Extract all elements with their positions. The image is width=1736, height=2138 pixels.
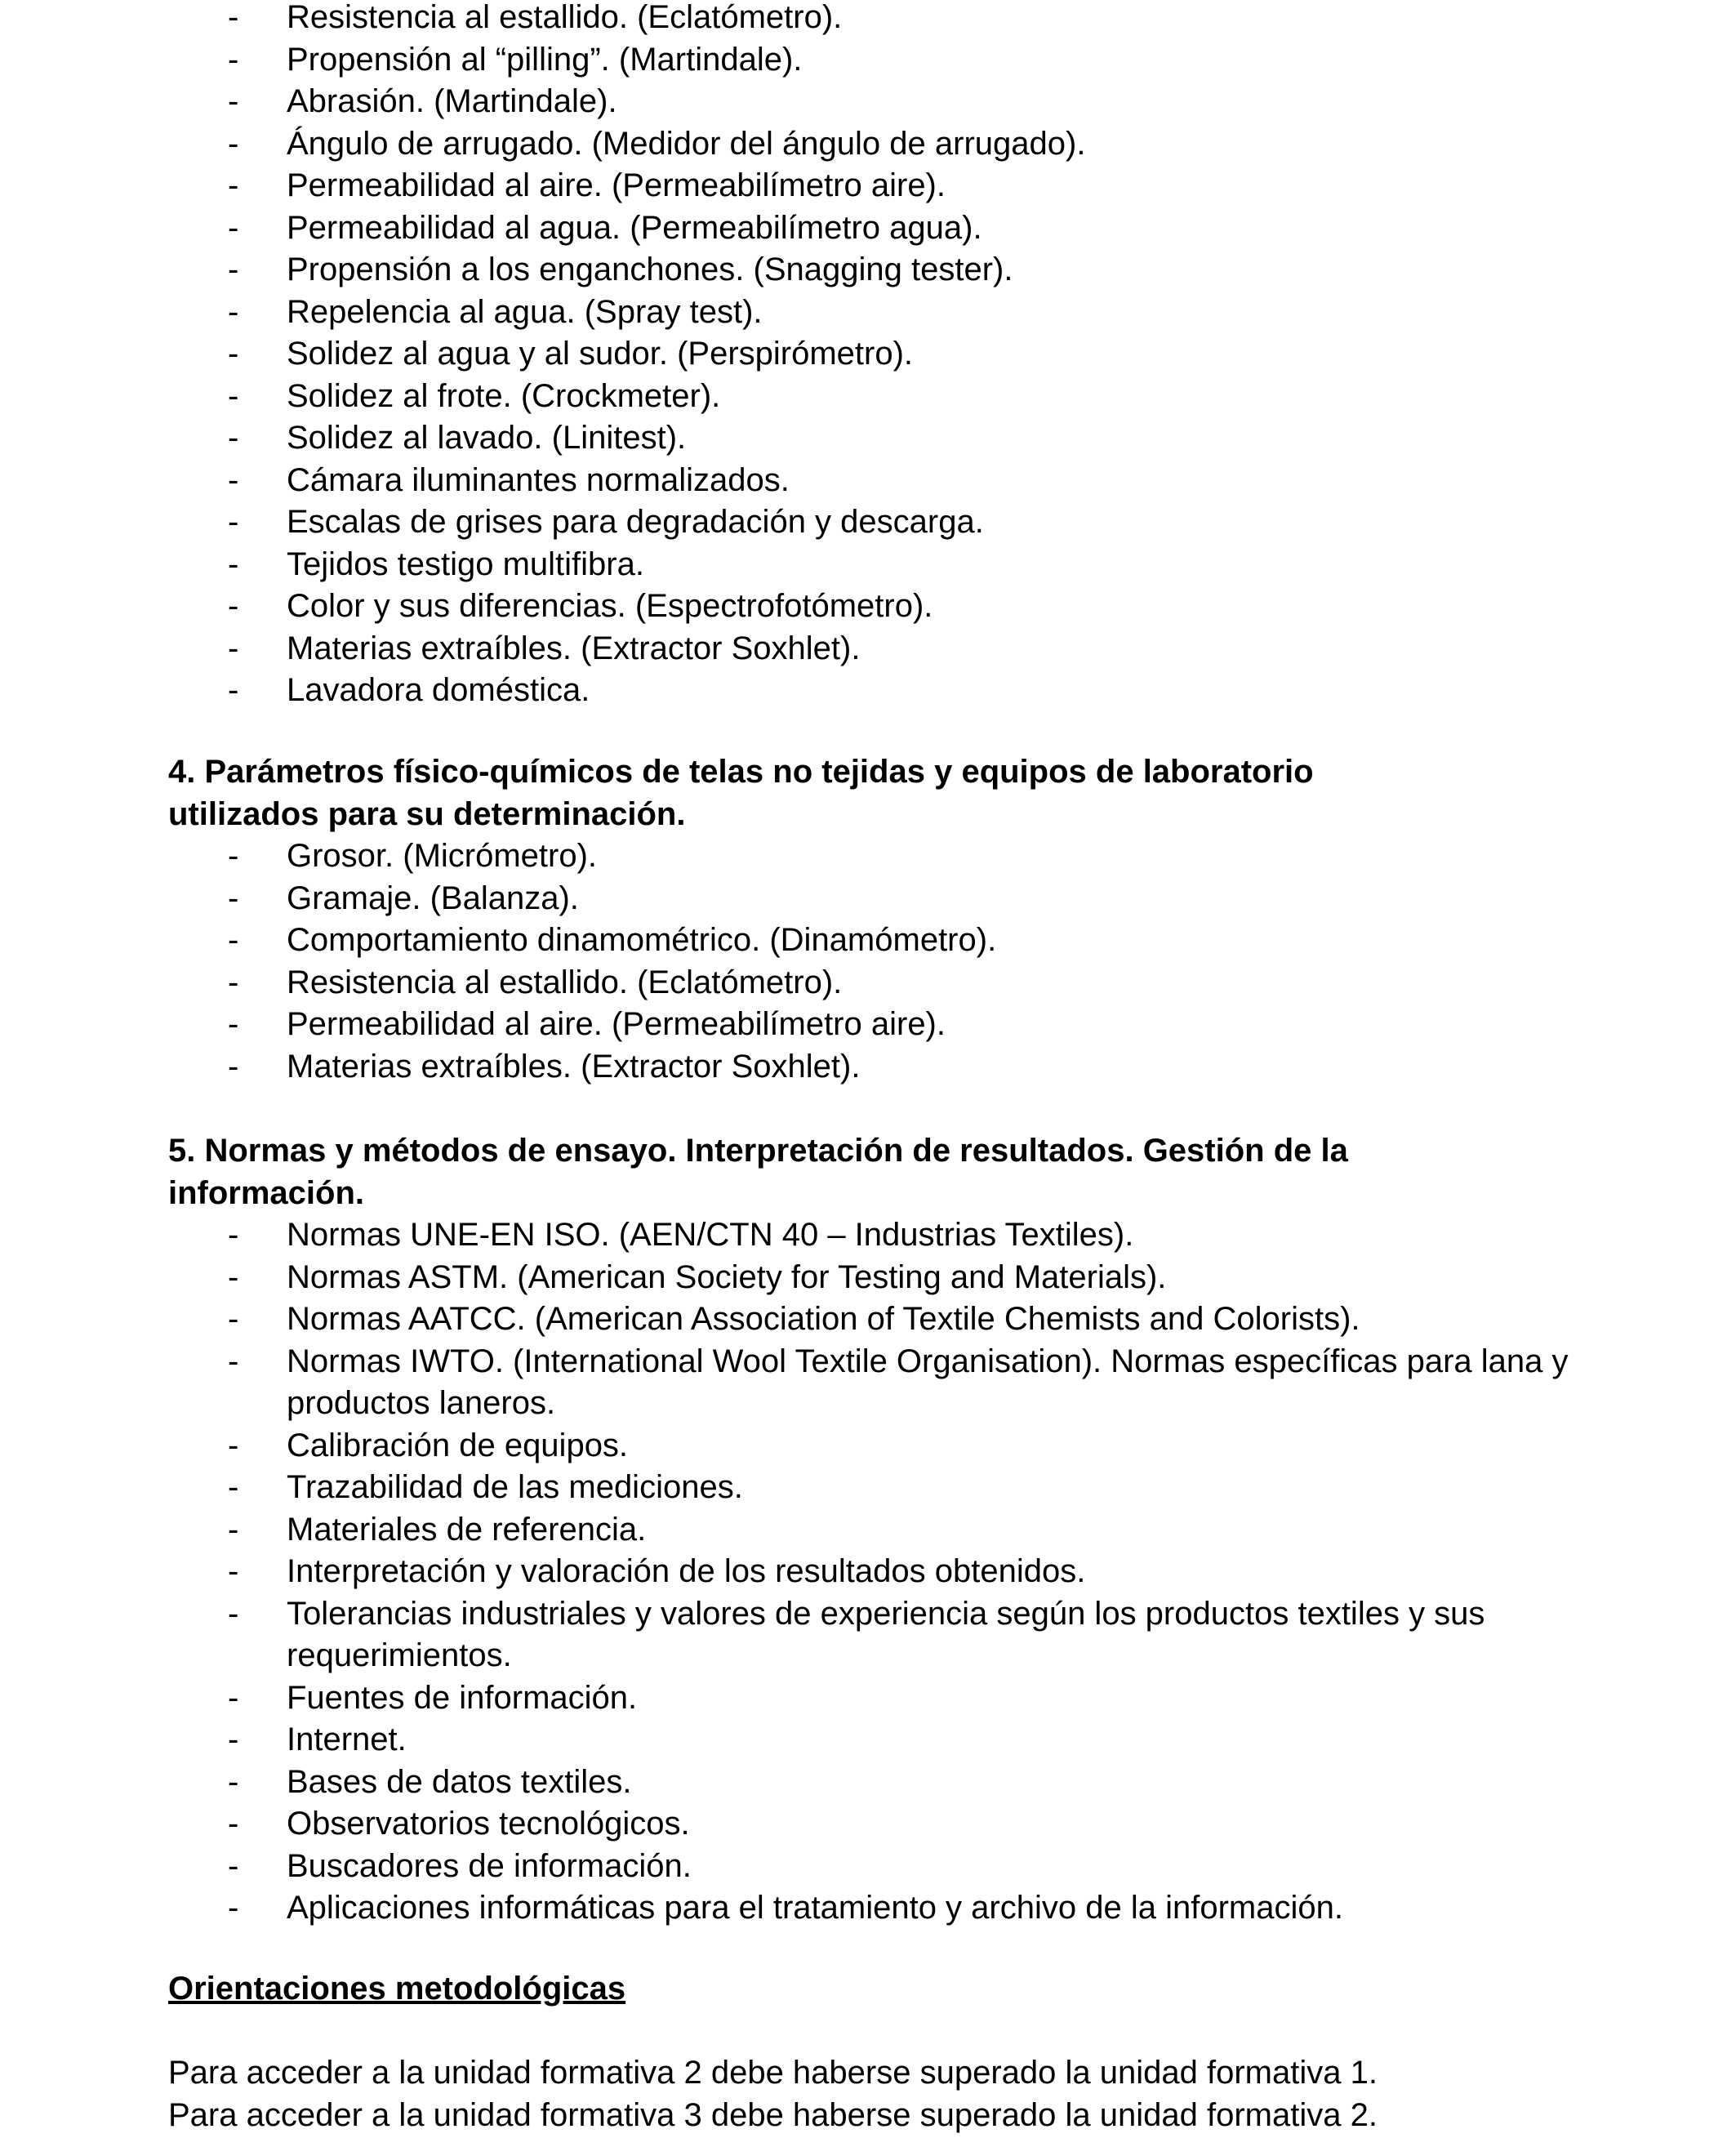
section-5-heading-line2: información.	[168, 1174, 365, 1211]
list-item: - Permeabilidad al aire. (Permeabilímetro aire).	[0, 1004, 1736, 1046]
bullet-dash: -	[228, 41, 239, 78]
bullet-dash: -	[228, 630, 239, 666]
list-item: - Bases de datos textiles.	[0, 1762, 1736, 1804]
bullet-dash: -	[228, 1301, 239, 1337]
section-5-list	[0, 1214, 1736, 1930]
list-item: - Repelencia al agua. (Spray test).	[0, 292, 1736, 334]
list-item: - Fuentes de información.	[0, 1677, 1736, 1720]
bullet-dash: -	[228, 420, 239, 456]
bullet-dash: -	[228, 964, 239, 1000]
list-item: - Normas UNE-EN ISO. (AEN/CTN 40 – Industrias Textiles).	[0, 1214, 1736, 1257]
bullet-dash: -	[228, 1217, 239, 1253]
section-4-heading	[168, 751, 1638, 835]
bullet-dash: -	[228, 1511, 239, 1548]
bullet-dash: -	[228, 1258, 239, 1295]
bullet-dash: -	[228, 1806, 239, 1842]
list-item: - Lavadora doméstica.	[0, 670, 1736, 712]
list-item: - Comportamiento dinamométrico. (Dinamómetro).	[0, 920, 1736, 962]
bullet-dash: -	[228, 0, 239, 35]
bullet-dash: -	[228, 1679, 239, 1716]
bullet-dash: -	[228, 1595, 239, 1632]
list-item: - Interpretación y valoración de los resultados obtenidos.	[0, 1551, 1736, 1593]
orientaciones-line-2: Para acceder a la unidad formativa 3 debe haberse superado la unidad formativa 2.	[168, 2096, 1378, 2133]
list-item: - Materias extraíbles. (Extractor Soxhlet).	[0, 628, 1736, 670]
list-item: - Resistencia al estallido. (Eclatómetro).	[0, 0, 1736, 39]
list-item: - Solidez al frote. (Crockmeter).	[0, 376, 1736, 418]
list-item: - Resistencia al estallido. (Eclatómetro).	[0, 962, 1736, 1004]
bullet-dash: -	[228, 838, 239, 874]
bullet-dash: -	[228, 672, 239, 708]
orientaciones-paragraph	[168, 2052, 1679, 2136]
list-item: - Gramaje. (Balanza).	[0, 878, 1736, 920]
list-item: - Ángulo de arrugado. (Medidor del ángulo de arrugado).	[0, 123, 1736, 166]
list-item: - Tolerancias industriales y valores de experiencia según los productos textiles y sus requerimientos.	[0, 1593, 1736, 1677]
bullet-dash: -	[228, 1048, 239, 1085]
section-5-heading	[168, 1130, 1638, 1214]
list-item: - Propensión al “pilling”. (Martindale).	[0, 39, 1736, 82]
bullet-dash: -	[228, 167, 239, 203]
list-item: - Permeabilidad al aire. (Permeabilímetro aire).	[0, 165, 1736, 207]
orientaciones-heading: Orientaciones metodológicas	[168, 1971, 626, 2007]
list-item: - Grosor. (Micrómetro).	[0, 835, 1736, 878]
list-item: - Buscadores de información.	[0, 1846, 1736, 1888]
list-item: - Internet.	[0, 1719, 1736, 1762]
list-item: - Observatorios tecnológicos.	[0, 1803, 1736, 1846]
section-4-heading-line1: 4. Parámetros físico-químicos de telas no tejidas y equipos de laboratorio	[168, 754, 1314, 790]
list-item: - Trazabilidad de las mediciones.	[0, 1467, 1736, 1509]
bullet-dash: -	[228, 461, 239, 498]
bullet-dash: -	[228, 83, 239, 119]
bullet-dash: -	[228, 1847, 239, 1884]
list-item: - Calibración de equipos.	[0, 1425, 1736, 1468]
bullet-dash: -	[228, 1343, 239, 1379]
list-item: - Cámara iluminantes normalizados.	[0, 460, 1736, 502]
list-item: - Color y sus diferencias. (Espectrofotómetro).	[0, 586, 1736, 628]
bullet-dash: -	[228, 504, 239, 540]
bullet-dash: -	[228, 1890, 239, 1926]
bullet-dash: -	[228, 880, 239, 916]
bullet-dash: -	[228, 293, 239, 330]
list-item: - Permeabilidad al agua. (Permeabilímetro agua).	[0, 207, 1736, 250]
bullet-dash: -	[228, 336, 239, 372]
bullet-dash: -	[228, 922, 239, 958]
orientaciones-line-1: Para acceder a la unidad formativa 2 debe haberse superado la unidad formativa 1.	[168, 2055, 1378, 2091]
list-item: - Solidez al agua y al sudor. (Perspirómetro).	[0, 333, 1736, 376]
bullet-dash: -	[228, 377, 239, 414]
list-item: - Normas IWTO. (International Wool Textile Organisation). Normas específicas para lana y productos laneros.	[0, 1341, 1736, 1425]
bullet-dash: -	[228, 588, 239, 624]
list-item: - Aplicaciones informáticas para el tratamiento y archivo de la información.	[0, 1887, 1736, 1930]
bullet-dash: -	[228, 125, 239, 162]
list-item: - Propensión a los enganchones. (Snagging tester).	[0, 249, 1736, 292]
section-4-list	[0, 835, 1736, 1088]
bullet-dash: -	[228, 252, 239, 287]
list-item: - Solidez al lavado. (Linitest).	[0, 417, 1736, 460]
bullet-dash: -	[228, 209, 239, 246]
equipment-list	[0, 0, 1736, 712]
list-item: - Abrasión. (Martindale).	[0, 81, 1736, 123]
bullet-dash: -	[228, 1427, 239, 1463]
list-item: - Normas AATCC. (American Association of Textile Chemists and Colorists).	[0, 1298, 1736, 1341]
list-item: - Tejidos testigo multifibra.	[0, 544, 1736, 586]
section-5-heading-line1: 5. Normas y métodos de ensayo. Interpretación de resultados. Gestión de la	[168, 1133, 1348, 1169]
bullet-dash: -	[228, 1006, 239, 1042]
bullet-dash: -	[228, 1763, 239, 1800]
bullet-dash: -	[228, 546, 239, 582]
bullet-dash: -	[228, 1553, 239, 1589]
bullet-dash: -	[228, 1722, 239, 1757]
list-item: - Normas ASTM. (American Society for Testing and Materials).	[0, 1257, 1736, 1299]
section-4-heading-line2: utilizados para su determinación.	[168, 795, 686, 832]
list-item: - Materiales de referencia.	[0, 1509, 1736, 1552]
list-item: - Materias extraíbles. (Extractor Soxhlet).	[0, 1046, 1736, 1089]
bullet-dash: -	[228, 1469, 239, 1505]
list-item: - Escalas de grises para degradación y descarga.	[0, 501, 1736, 544]
